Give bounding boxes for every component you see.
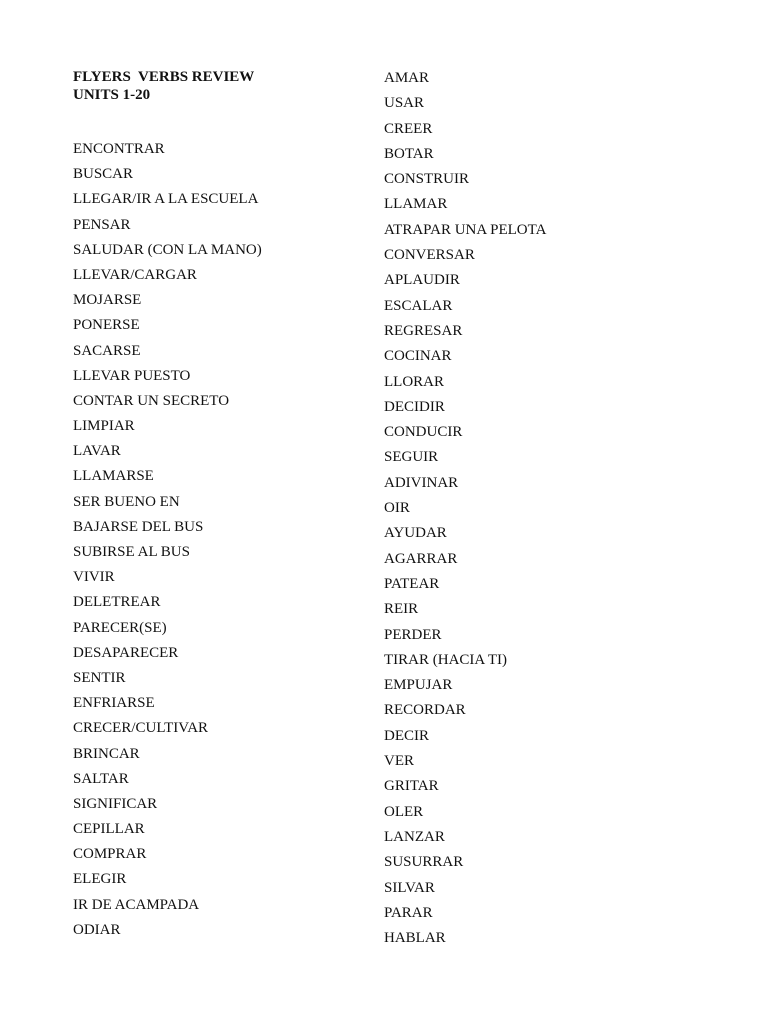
verb-item: DESAPARECER	[73, 644, 179, 661]
verb-item: USAR	[384, 95, 425, 112]
verb-item: AMAR	[384, 70, 430, 86]
verb-item: OIR	[384, 500, 410, 517]
verb-item: SUSURRAR	[384, 854, 464, 871]
verb-item: CONSTRUIR	[384, 171, 470, 188]
verb-item: DELETREAR	[73, 594, 161, 611]
verb-item: DECIDIR	[384, 398, 445, 415]
verb-item: SEGUIR	[384, 449, 439, 466]
verb-item: BAJARSE DEL BUS	[73, 518, 204, 535]
verb-item: LLEGAR/IR A LA ESCUELA	[73, 191, 259, 208]
verb-item: SACARSE	[73, 342, 141, 359]
verb-item: REIR	[384, 601, 419, 618]
verb-item: LANZAR	[384, 828, 445, 845]
verb-item: COCINAR	[384, 348, 452, 365]
verb-item: BUSCAR	[73, 166, 134, 183]
verb-item: PARAR	[384, 904, 433, 921]
verb-item: LLEVAR PUESTO	[73, 367, 191, 384]
verb-item: PERDER	[384, 626, 442, 643]
verb-item: CONVERSAR	[384, 247, 475, 264]
verb-item: AYUDAR	[384, 525, 447, 542]
title-spacer	[73, 104, 363, 137]
verb-item: PATEAR	[384, 575, 440, 592]
verb-item: AGARRAR	[384, 550, 458, 567]
verb-item: ESCALAR	[384, 297, 453, 314]
verb-item: LIMPIAR	[73, 418, 135, 435]
verb-item: SALTAR	[73, 770, 129, 787]
verb-item: RECORDAR	[384, 702, 466, 719]
left-verb-list	[73, 137, 363, 943]
verb-item: SER BUENO EN	[73, 493, 180, 510]
title-line-1: FLYERS VERBS REVIEW	[73, 69, 255, 85]
verb-item: OLER	[384, 803, 424, 820]
verb-item: VIVIR	[73, 569, 115, 586]
title-line-2: UNITS 1-20	[73, 87, 151, 103]
verb-item: LLAMARSE	[73, 468, 154, 485]
verb-item: APLAUDIR	[384, 272, 460, 289]
verb-item: MOJARSE	[73, 292, 142, 309]
verb-item: SALUDAR (CON LA MANO)	[73, 241, 262, 258]
document-title	[73, 66, 363, 104]
verb-item: LLAMAR	[384, 196, 448, 213]
verb-item: BOTAR	[384, 145, 434, 162]
verb-item: EMPUJAR	[384, 677, 453, 694]
verb-item: VER	[384, 753, 414, 770]
verb-item: ELEGIR	[73, 871, 127, 888]
verb-item: PONERSE	[73, 317, 140, 334]
verb-item: ADIVINAR	[384, 474, 459, 491]
verb-item: LAVAR	[73, 443, 121, 460]
verb-item: SENTIR	[73, 669, 126, 686]
verb-item: IR DE ACAMPADA	[73, 896, 200, 913]
verb-item: COMPRAR	[73, 846, 147, 863]
verb-item: PARECER(SE)	[73, 619, 167, 636]
verb-item: ODIAR	[73, 921, 121, 938]
verb-item: LLORAR	[384, 373, 444, 390]
verb-item: CONTAR UN SECRETO	[73, 392, 230, 409]
verb-item: ENFRIARSE	[73, 695, 155, 712]
verb-item: HABLAR	[384, 930, 446, 947]
verb-item: CEPILLAR	[73, 821, 145, 838]
verb-item: BRINCAR	[73, 745, 140, 762]
left-column	[73, 66, 363, 943]
verb-item: CREER	[384, 120, 433, 137]
right-verb-list	[384, 66, 724, 951]
verb-item: GRITAR	[384, 778, 439, 795]
verb-item: DECIR	[384, 727, 429, 744]
verb-item: LLEVAR/CARGAR	[73, 266, 197, 283]
verb-item: TIRAR (HACIA TI)	[384, 651, 508, 668]
verb-item: CONDUCIR	[384, 424, 463, 441]
verb-item: REGRESAR	[384, 322, 463, 339]
verb-item: CRECER/CULTIVAR	[73, 720, 209, 737]
verb-item: SIGNIFICAR	[73, 795, 158, 812]
verb-item: PENSAR	[73, 216, 131, 233]
verb-item: ATRAPAR UNA PELOTA	[384, 221, 547, 238]
verb-item: ENCONTRAR	[73, 141, 165, 157]
verb-item: SUBIRSE AL BUS	[73, 544, 190, 560]
right-column	[384, 66, 724, 951]
verb-item: SILVAR	[384, 879, 435, 896]
